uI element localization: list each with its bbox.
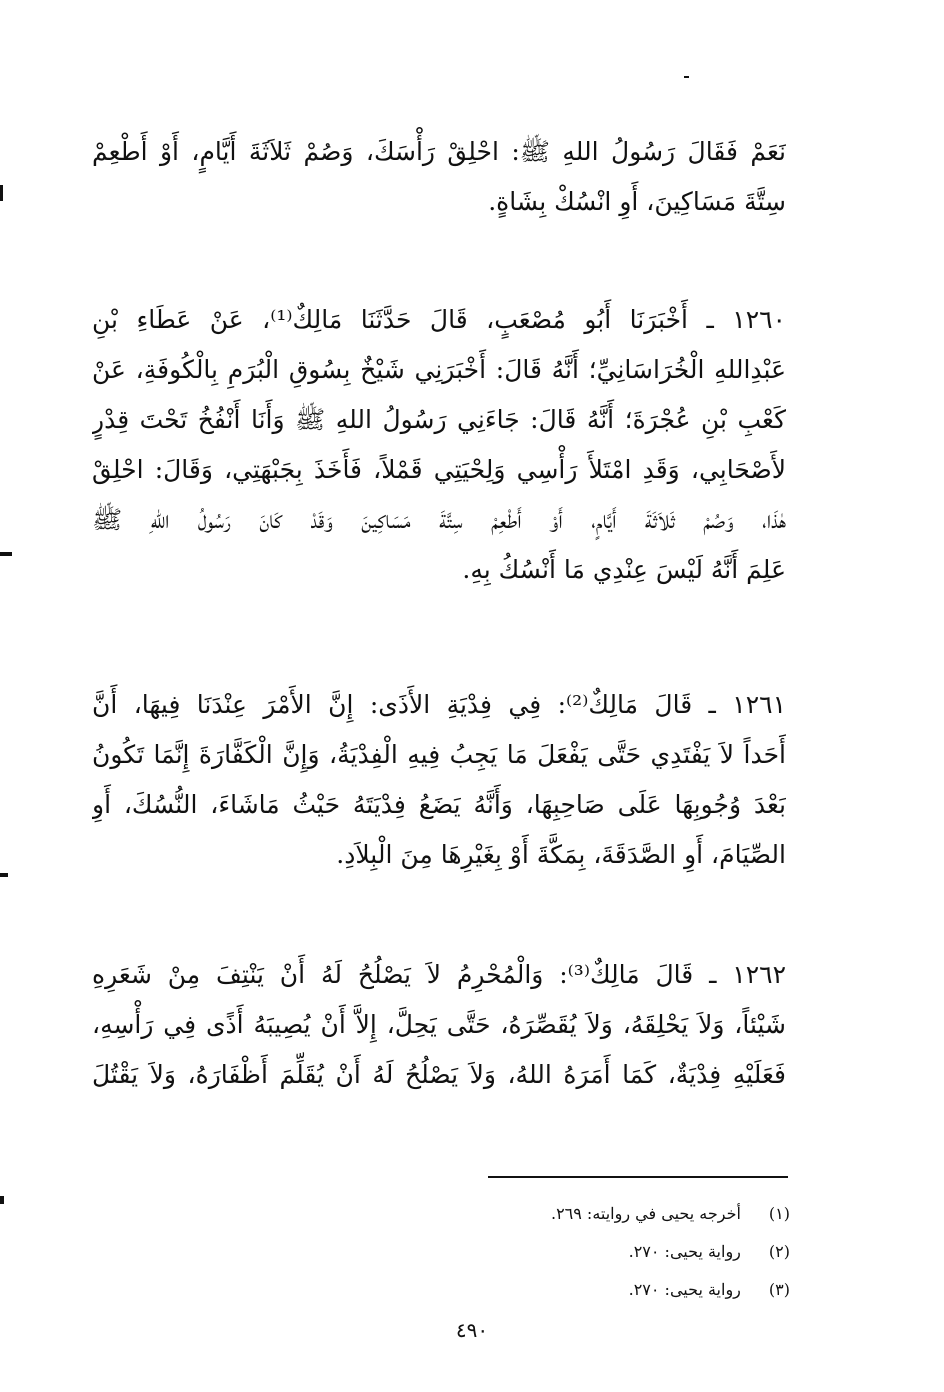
- scan-speck: [684, 76, 689, 78]
- text-line: شَيْئاً، وَلاَ يَحْلِقَهُ، وَلاَ يُقَصِّرَهُ، حَتَّى يَحِلَّ، إِلاَّ أَنْ يُصِيبَهُ أَذًى فِي رَأْسِهِ،: [92, 1010, 786, 1039]
- text-line: ١٢٦٠ ـ أَخْبَرَنَا أَبُو مُصْعَبٍ، قَالَ حَدَّثَنَا مَالِكٌ⁽¹⁾، عَنْ عَطَاءِ بْنِ: [92, 305, 786, 334]
- scan-speck: [0, 552, 12, 556]
- footnote-number: (٢): [768, 1242, 790, 1261]
- footnotes: [430, 1195, 790, 1309]
- text-line: هٰذَا، وَصُمْ ثَلاَثَةَ أَيَّامٍ، أَوْ أَطْعِمْ سِتَّةَ مَسَاكِينَ وَقَدْ كَانَ رَسُولُ اللهِ ﷺ: [92, 505, 786, 534]
- paragraph-1260: [92, 295, 786, 595]
- paragraph-continuation: [92, 127, 786, 227]
- paragraph-1262: [92, 950, 786, 1100]
- footnote-number: (١): [768, 1204, 790, 1223]
- footnote-separator: [488, 1176, 788, 1178]
- footnote-3: [430, 1271, 790, 1309]
- paragraph-1261: [92, 680, 786, 880]
- text-line: كَعْبِ بْنِ عُجْرَةَ؛ أَنَّهُ قَالَ: جَاءَنِي رَسُولُ اللهِ ﷺ وَأَنَا أَنْفُخُ تَحْتَ قِدْرٍ: [92, 405, 786, 434]
- footnote-text: رواية يحيى: ٢٧٠.: [628, 1280, 741, 1299]
- text-line: عَبْدِاللهِ الْخُرَاسَانِيِّ؛ أَنَّهُ قَالَ: أَخْبَرَنِي شَيْخٌ بِسُوقِ الْبُرَمِ بِالْكُوفَةِ، عَنْ: [92, 355, 786, 384]
- text-line: الصِّيَامَ، أَوِ الصَّدَقَةَ، بِمَكَّةَ أَوْ بِغَيْرِهَا مِنَ الْبِلاَدِ.: [336, 840, 786, 869]
- scan-speck: [0, 1196, 4, 1204]
- text-line: أَحَداً لاَ يَفْتَدِي حَتَّى يَفْعَلَ مَا يَجِبُ فِيهِ الْفِدْيَةُ، وَإِنَّ الْكَفَّارَةَ إِنَّمَا تَكُونُ: [92, 740, 786, 769]
- text-line: لأَصْحَابِي، وَقَدِ امْتَلأَ رَأْسِي وَلِحْيَتِي قَمْلاً، فَأَخَذَ بِجَبْهَتِي، وَقَالَ: احْلِقْ: [92, 455, 786, 484]
- footnote-text: أخرجه يحيى في روايته: ٢٦٩.: [550, 1204, 741, 1223]
- footnote-2: [430, 1233, 790, 1271]
- text-line: ١٢٦١ ـ قَالَ مَالِكٌ⁽²⁾: فِي فِدْيَةِ الأَذَى: إِنَّ الأَمْرَ عِنْدَنَا فِيهَا، أَنَّ: [92, 690, 786, 719]
- text-line: ١٢٦٢ ـ قَالَ مَالِكٌ⁽³⁾: وَالْمُحْرِمُ لاَ يَصْلُحُ لَهُ أَنْ يَنْتِفَ مِنْ شَعَرِهِ: [92, 960, 786, 989]
- text-line: فَعَلَيْهِ فِدْيَةٌ، كَمَا أَمَرَهُ اللهُ، وَلاَ يَصْلُحُ لَهُ أَنْ يُقَلِّمَ أَظْفَارَهُ، وَلاَ يَقْتُلَ: [92, 1060, 786, 1089]
- text-line: عَلِمَ أَنَّهُ لَيْسَ عِنْدِي مَا أَنْسُكُ بِهِ.: [462, 555, 786, 584]
- text-line: بَعْدَ وُجُوبِهَا عَلَى صَاحِبِهَا، وَأَنَّهُ يَضَعُ فِدْيَتَهُ حَيْثُ مَاشَاءَ، النُّسُكَ، أَوِ: [92, 790, 786, 819]
- scan-speck: [0, 873, 8, 877]
- footnote-1: [430, 1195, 790, 1233]
- page-number: ٤٩٠: [455, 1318, 489, 1342]
- footnote-text: رواية يحيى: ٢٧٠.: [628, 1242, 741, 1261]
- text-line: سِتَّةَ مَسَاكِينَ، أَوِ انْسُكْ بِشَاةٍ.: [488, 187, 786, 216]
- footnote-number: (٣): [768, 1280, 790, 1299]
- text-line: نَعَمْ فَقَالَ رَسُولُ اللهِ ﷺ: احْلِقْ رَأْسَكَ، وَصُمْ ثَلاَثَةَ أَيَّامٍ، أَوْ أَطْعِمْ: [92, 137, 786, 166]
- scan-speck: [0, 185, 3, 201]
